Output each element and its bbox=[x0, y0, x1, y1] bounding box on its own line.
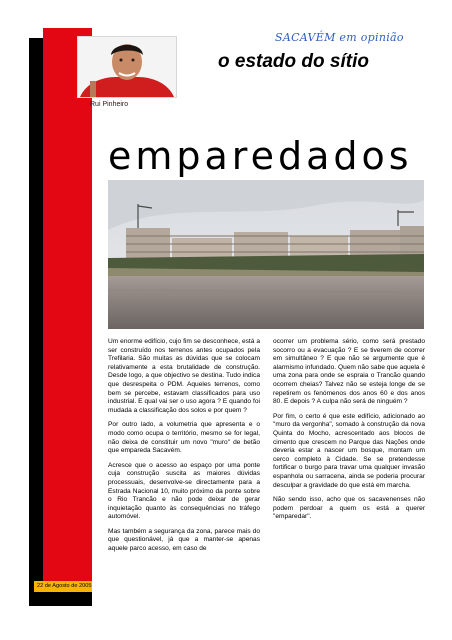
article-column-left bbox=[108, 338, 260, 606]
author-name: Rui Pinheiro bbox=[90, 101, 129, 108]
publication-date: 22 de Agosto de 2005 bbox=[37, 583, 92, 589]
article-paragraph: Um enorme edifício, cujo fim se desconhece, está a ser construído nos terrenos antes ocupados pela Trefilaria. São muitas as dúvidas que se colocam relativamente a esta brutalidade de construção. Desde logo, a que objectivo se destina. Tudo indica que desrespeita o PDM. Aqueles terrenos, como bem se percebe, estavam classificados para uso industrial. E qual vai ser o uso agora ? E quando foi mudada a classificação dos solos e por quem ? bbox=[108, 338, 260, 414]
red-vertical-bar bbox=[43, 28, 92, 586]
article-column-right bbox=[273, 338, 425, 606]
column-title: o estado do sítio bbox=[218, 51, 369, 72]
article-photo bbox=[108, 180, 424, 329]
article-paragraph: Não sendo isso, acho que os sacavenenses não podem perdoar a quem os está a querer "emparedar". bbox=[273, 496, 425, 521]
article-paragraph: ocorrer um problema sério, como será prestado socorro ou a evacuação ? E se tiverem de ocorrer em simultâneo ? E que não se argumente que é alarmismo infundado. Quem não sabe que aquela é uma zona para onde se espraia o Trancão quando ocorrem cheias? Talvez não se esteja longe de se repetirem os fenómenos dos anos 60 e dos anos 80. E depois ? A culpa não será de ninguém ? bbox=[273, 338, 425, 406]
article-paragraph: Por fim, o certo é que este edifício, adicionado ao "muro da vergonha", somado à construção da nova Quinta do Mocho, acrescentado aos blocos de cimento que crescem no Parque das Nações onde deveria estar a nascer um bosque, montam um cerco completo à Cidade. Se se pretendesse fortificar o burgo para travar uma qualquer invasão espanhola ou sarracena, ainda se poderia procurar desculpar a gravidade do que está em marcha. bbox=[273, 412, 425, 489]
section-kicker: SACAVÉM em opinião bbox=[275, 31, 404, 44]
author-photo bbox=[77, 36, 177, 98]
article-paragraph: Mas também a segurança da zona, parece mais do que questionável, já que a manter-se apenas aquele parco acesso, em caso de bbox=[108, 527, 260, 553]
article-paragraph: Acresce que o acesso ao espaço por uma ponte cuja construção suscita as maiores dúvidas processuais, desenvolve-se directamente para a Estrada Nacional 10, muito próximo da ponte sobre o Rio Trancão e não pode deixar de gerar inquietação quanto às consequências no tráfego automóvel. bbox=[108, 461, 260, 521]
article-headline: emparedados bbox=[108, 134, 413, 178]
article-paragraph: Por outro lado, a volumetria que apresenta e o modo como ocupa o território, mesmo se for legal, não deixa de constituir um novo "muro" de betão que empareda Sacavém. bbox=[108, 421, 260, 455]
